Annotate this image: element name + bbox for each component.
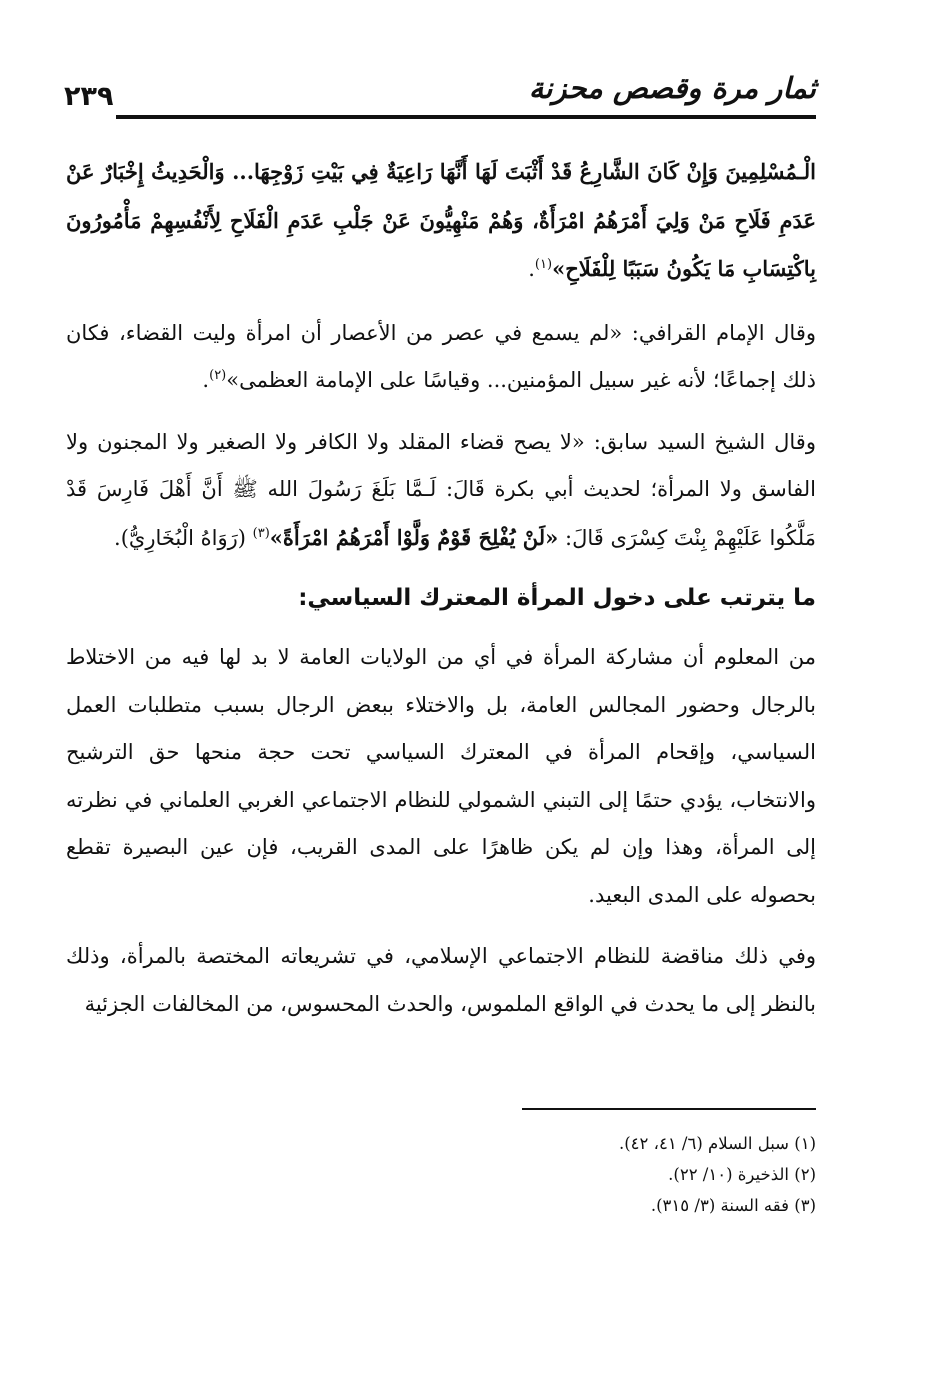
paragraph-qarafi bbox=[66, 310, 816, 405]
paragraph-participation: من المعلوم أن مشاركة المرأة في أي من الولايات العامة لا بد لها فيه من الاختلاط بالرجال وحضور المجالس العامة، بل والاختلاء ببعض الرجال بسبب متطلبات العمل السياسي، وإقحام المرأة في المعترك السياسي تحت حجة منحها حق الترشيح والانتخاب، يؤدي حتمًا إلى التبني الشمولي للنظام الاجتماعي الغربي العلماني في نظرته إلى المرأة، وهذا وإن لم يكن ظاهرًا على المدى القريب، فإن عين البصيرة تقطع بحصوله على المدى البعيد. bbox=[66, 645, 816, 907]
book-title: ثمار مرة وقصص محزنة bbox=[521, 70, 816, 106]
paragraph-quran-commentary bbox=[66, 148, 816, 294]
footnote-3: (٣) فقه السنة (٣/ ٣١٥). bbox=[650, 1196, 816, 1215]
section-heading: ما يترتب على دخول المرأة المعترك السياسي: bbox=[298, 585, 816, 611]
paragraph-end: . bbox=[202, 368, 210, 392]
footnote-ref: (١) bbox=[534, 257, 553, 272]
paragraph-text: الْـمُسْلِمِينَ وَإِنْ كَانَ الشَّارِعُ قَدْ أَثْبَتَ لَهَا أَنَّهَا رَاعِيَةٌ فِي بَيْتِ زَوْجِهَا... وَالْحَدِيثُ إِخْبَارٌ عَنْ عَدَمِ فَلَاحِ مَنْ وَلِيَ أَمْرَهُمُ امْرَأَةٌ، وَهُمْ مَنْهِيُّونَ عَنْ جَلْبِ عَدَمِ الْفَلَاحِ لِأَنْفُسِهِمْ مَأْمُورُونَ بِاكْتِسَابِ مَا يَكُونُ سَبَبًا لِلْفَلَاحِ» bbox=[66, 159, 816, 281]
header-rule bbox=[116, 115, 816, 119]
footnote-ref: (٣) bbox=[252, 525, 270, 541]
footnote-ref: (٢) bbox=[209, 368, 227, 383]
paragraph-text: وقال الإمام القرافي: «لم يسمع في عصر من الأعصار أن امرأة وليت القضاء، فكان ذلك إجماعًا؛ لأنه غير سبيل المؤمنين... وقياسًا على الإمامة العظمى» bbox=[66, 320, 816, 392]
footnotes bbox=[420, 1128, 816, 1221]
paragraph-sabiq bbox=[66, 419, 816, 563]
footnote-1: (١) سبل السلام (٦/ ٤١، ٤٢). bbox=[618, 1134, 816, 1153]
hadith-quote: «لَنْ يُفْلِحَ قَوْمٌ وَلَّوْا أَمْرَهُمُ امْرَأَةً» bbox=[269, 524, 559, 550]
running-header bbox=[64, 70, 816, 126]
paragraph-contradiction: وفي ذلك مناقضة للنظام الاجتماعي الإسلامي، في تشريعاته المختصة بالمرأة، وذلك بالنظر إلى ما يحدث في الواقع الملموس، والحدث المحسوس، من المخالفات الجزئية bbox=[66, 944, 816, 1016]
main-text bbox=[66, 148, 816, 1042]
page-number: ٢٣٩ bbox=[64, 81, 114, 112]
footnote-rule bbox=[522, 1108, 816, 1110]
footnote-2: (٢) الذخيرة (١٠/ ٢٢). bbox=[668, 1165, 816, 1184]
paragraph-end: (رَوَاهُ الْبُخَارِيُّ). bbox=[114, 525, 253, 550]
paragraph-text: وقال الشيخ السيد سابق: «لا يصح قضاء المقلد ولا الكافر ولا الصغير ولا المجنون ولا الفاسق ولا المرأة؛ لحديث أبي بكرة قَالَ: لَـمَّا بَلَغَ رَسُولَ الله ﷺ أَنَّ أَهْلَ فَارِسَ قَدْ مَلَّكُوا عَلَيْهِمْ بِنْتَ كِسْرَى قَالَ: bbox=[66, 429, 816, 550]
paragraph-end: . bbox=[528, 257, 535, 281]
